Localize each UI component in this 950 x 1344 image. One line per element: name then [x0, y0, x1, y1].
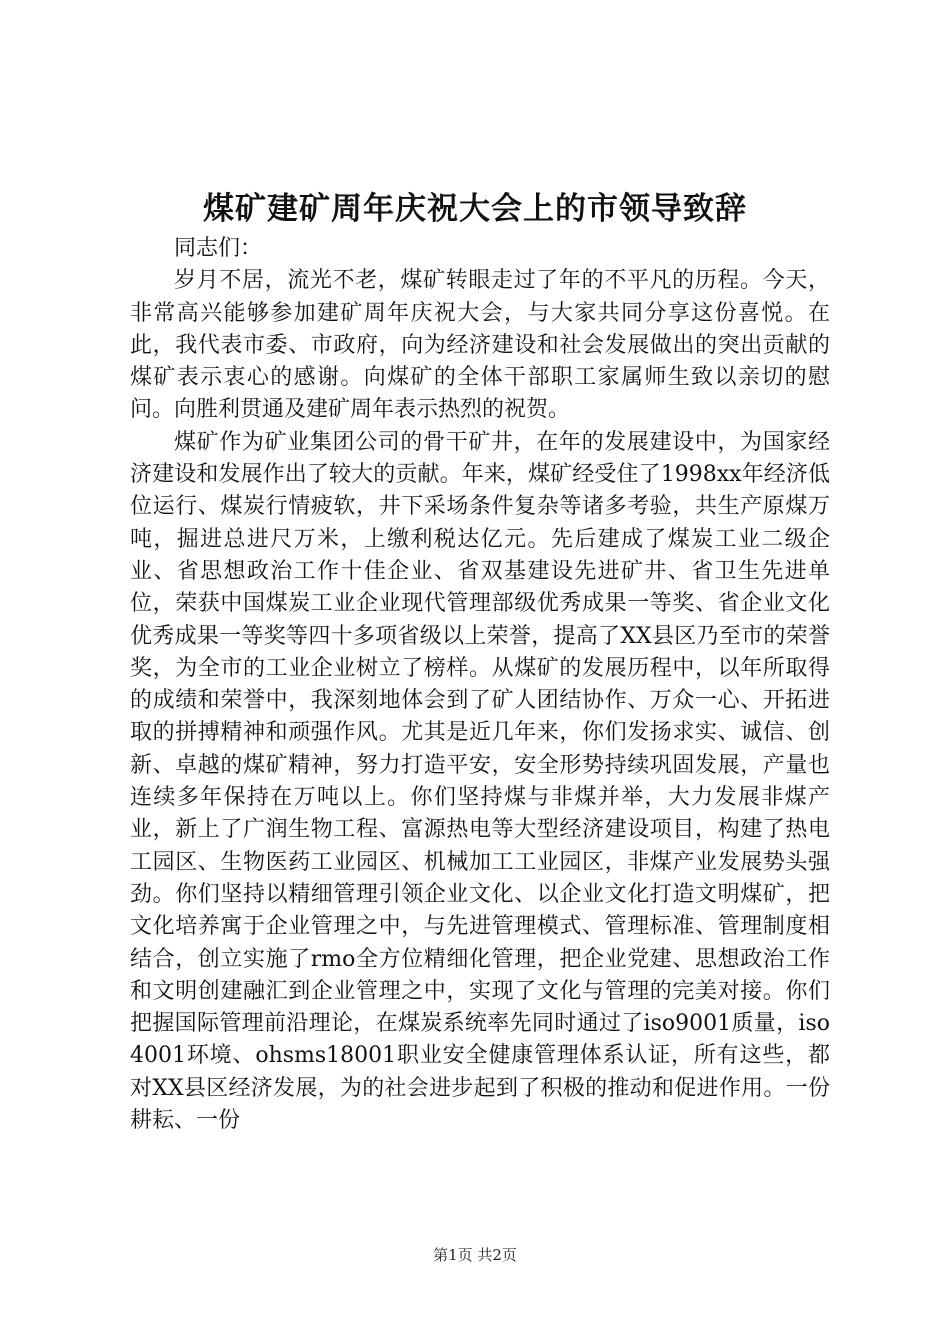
document-body: [130, 233, 830, 1137]
paragraph-1: 岁月不居，流光不老，煤矿转眼走过了年的不平凡的历程。今天，非常高兴能够参加建矿周年庆祝大会，与大家共同分享这份喜悦。在此，我代表市委、市政府，向为经济建设和社会发展做出的突出贡献的煤矿表示衷心的感谢。向煤矿的全体干部职工家属师生致以亲切的慰问。向胜利贯通及建矿周年表示热烈的祝贺。: [130, 268, 830, 423]
page-number-footer: 第1页 共2页: [433, 1246, 517, 1264]
paragraph-2: 煤矿作为矿业集团公司的骨干矿井，在年的发展建设中，为国家经济建设和发展作出了较大的贡献。年来，煤矿经受住了1998xx年经济低位运行、煤炭行情疲软，井下采场条件复杂等诸多考验，共生产原煤万吨，掘进总进尺万米，上缴利税达亿元。先后建成了煤炭工业二级企业、省思想政治工作十佳企业、省双基建设先进矿井、省卫生先进单位，荣获中国煤炭工业企业现代管理部级优秀成果一等奖、省企业文化优秀成果一等奖等四十多项省级以上荣誉，提高了XX县区乃至市的荣誉奖，为全市的工业企业树立了榜样。从煤矿的发展历程中，以年所取得的成绩和荣誉中，我深刻地体会到了矿人团结协作、万众一心、开拓进取的拼搏精神和顽强作风。尤其是近几年来，你们发扬求实、诚信、创新、卓越的煤矿精神，努力打造平安，安全形势持续巩固发展，产量也连续多年保持在万吨以上。你们坚持煤与非煤并举，大力发展非煤产业，新上了广润生物工程、富源热电等大型经济建设项目，构建了热电工园区、生物医药工业园区、机械加工工业园区，非煤产业发展势头强劲。你们坚持以精细管理引领企业文化、以企业文化打造文明煤矿，把文化培养寓于企业管理之中，与先进管理模式、管理标准、管理制度相结合，创立实施了rmo全方位精细化管理，把企业党建、思想政治工作和文明创建融汇到企业管理之中，实现了文化与管理的完美对接。你们把握国际管理前沿理论，在煤炭系统率先同时通过了iso9001质量，iso4001环境、ohsms18001职业安全健康管理体系认证，所有这些，都对XX县区经济发展，为的社会进步起到了积极的推动和促进作用。一份耕耘、一份: [130, 429, 830, 1134]
document-title: 煤矿建矿周年庆祝大会上的市领导致辞: [203, 191, 747, 227]
salutation: 同志们：: [174, 236, 263, 261]
